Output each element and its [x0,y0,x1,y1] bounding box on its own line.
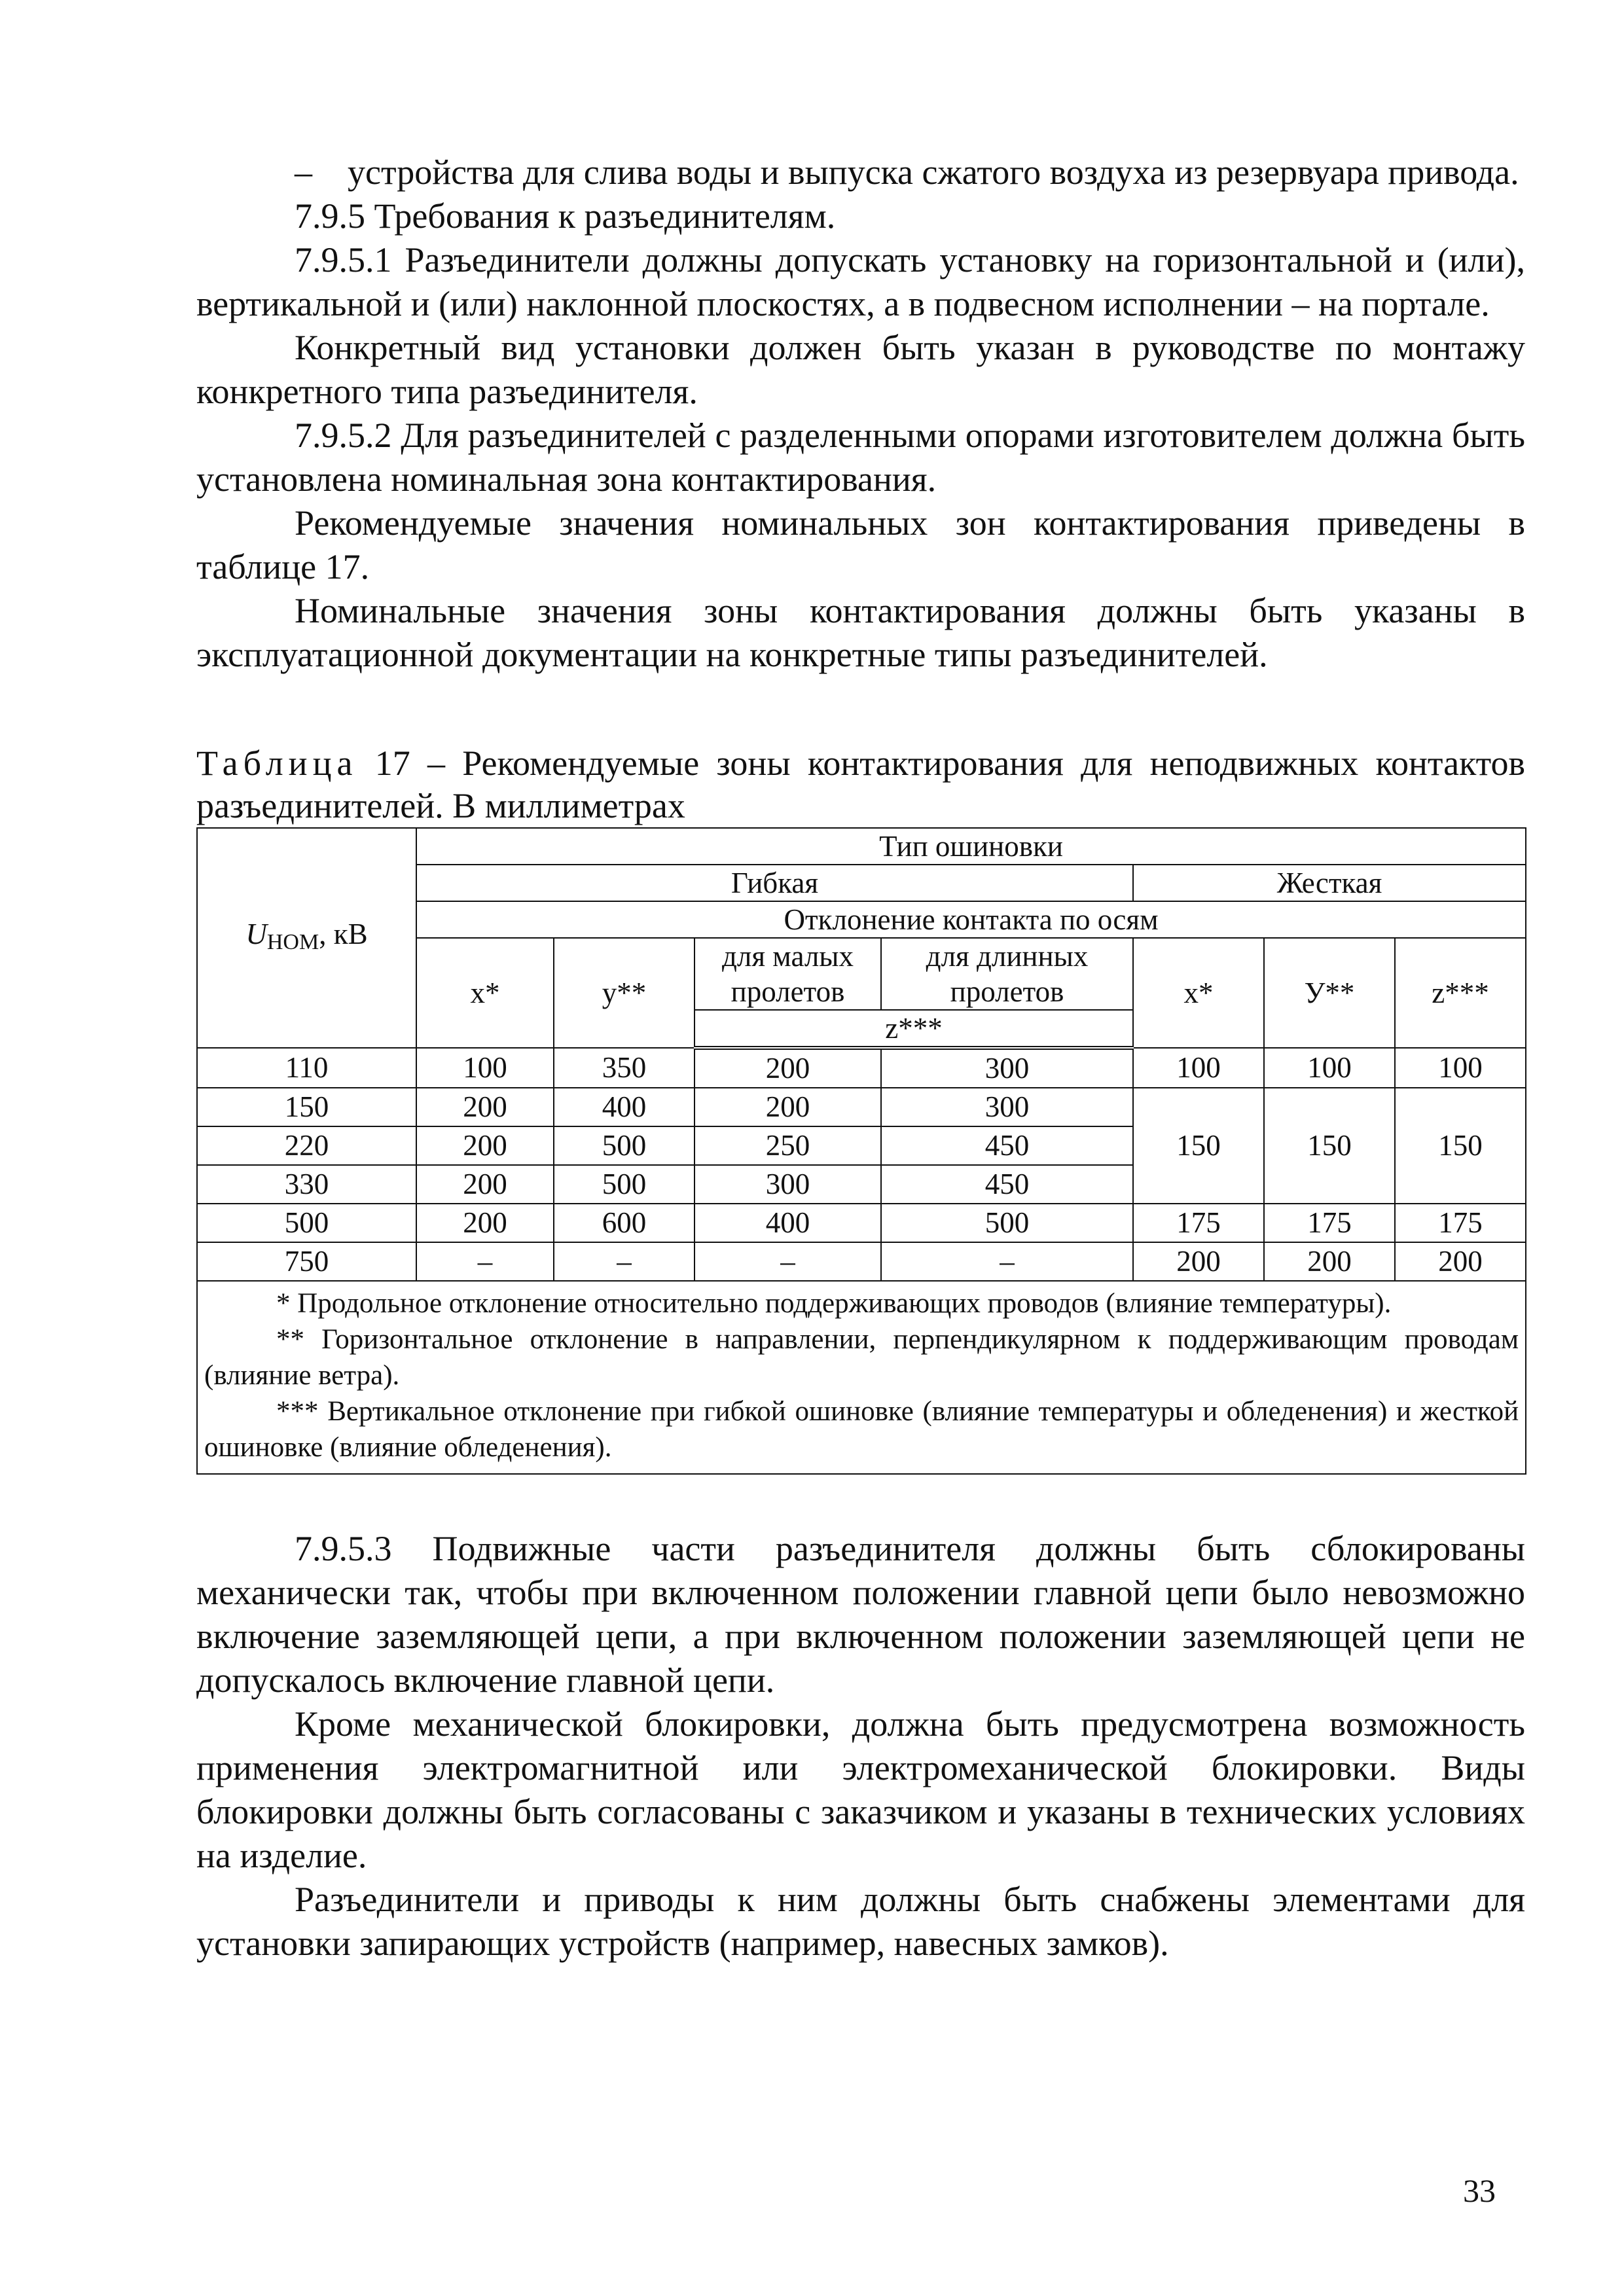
paragraph-nominal-values: Номинальные значения зоны контактирования должны быть указаны в эксплуатационной документации на конкретные типы разъединителей. [196,591,1525,674]
cell-u: 330 [197,1165,416,1204]
table-notes [197,1281,1526,1474]
cell-y: 600 [554,1204,695,1242]
cell-u: 150 [197,1088,416,1126]
cell-rigid-y: 175 [1264,1204,1395,1242]
table-caption-text: 17 – Рекомендуемые зоны контактирования для неподвижных контактов разъединителей. В миллиметрах [196,744,1525,825]
table-caption-label: Таблица [196,744,358,783]
cell-x: 200 [416,1088,554,1126]
cell-x: 200 [416,1165,554,1204]
header-u-nom [197,828,416,1048]
cell-z-long: 450 [881,1165,1133,1204]
header-x-flexible: x* [416,938,554,1048]
cell-rigid-z: 100 [1395,1048,1526,1088]
cell-z-short: 250 [695,1126,881,1165]
cell-z-short: 200 [695,1088,881,1126]
cell-u: 220 [197,1126,416,1165]
cell-x: – [416,1242,554,1281]
cell-x: 200 [416,1126,554,1165]
header-short-spans: для малых пролетов [695,938,881,1010]
header-flexible: Гибкая [416,865,1133,901]
cell-y: 500 [554,1126,695,1165]
paragraph-blocking-types: Кроме механической блокировки, должна быть предусмотрена возможность применения электромагнитной или электромеханической блокировки. Виды блокировки должны быть согласованы с заказчиком и указаны в технических условиях на изделие. [196,1704,1525,1875]
cell-z-long: 300 [881,1048,1133,1088]
u-subscript: НОМ [266,929,319,954]
cell-rigid-y: 100 [1264,1048,1395,1088]
cell-z-long: – [881,1242,1133,1281]
cell-u: 110 [197,1048,416,1088]
cell-rigid-z: 200 [1395,1242,1526,1281]
table-row [197,1204,1526,1242]
cell-x: 100 [416,1048,554,1088]
header-rigid: Жесткая [1133,865,1526,901]
u-symbol: U [245,917,267,950]
cell-u: 500 [197,1204,416,1242]
cell-y: 400 [554,1088,695,1126]
cell-rigid-z: 175 [1395,1204,1526,1242]
cell-z-short: 400 [695,1204,881,1242]
paragraph-recommended-values: Рекомендуемые значения номинальных зон контактирования приведены в таблице 17. [196,503,1525,586]
document-page [196,151,1525,1965]
header-busbar-type: Тип ошиновки [416,828,1526,865]
cell-z-long: 300 [881,1088,1133,1126]
cell-u: 750 [197,1242,416,1281]
cell-rigid-y: 150 [1264,1088,1395,1204]
table-row [197,1088,1526,1126]
u-unit: , кВ [319,917,368,950]
cell-z-long: 500 [881,1204,1133,1242]
header-z-flexible: z*** [695,1010,1133,1048]
cell-rigid-x: 200 [1133,1242,1264,1281]
cell-z-short: 300 [695,1165,881,1204]
cell-z-short: – [695,1242,881,1281]
cell-rigid-x: 175 [1133,1204,1264,1242]
cell-rigid-x: 150 [1133,1088,1264,1204]
table-row [197,1048,1526,1088]
header-x-rigid: x* [1133,938,1264,1048]
table-row [197,1242,1526,1281]
note-vertical: *** Вертикальное отклонение при гибкой ошиновке (влияние температуры и обледенения) и жесткой ошиновке (влияние обледенения). [204,1396,1519,1463]
header-long-spans: для длинных пролетов [881,938,1133,1010]
paragraph-7-9-5-1: 7.9.5.1 Разъединители должны допускать установку на горизонтальной и (или), вертикальной и (или) наклонной плоскостях, а в подвесном исполнении – на портале. [196,240,1525,323]
paragraph-reservoir-drain: – устройства для слива воды и выпуска сжатого воздуха из резервуара привода. [295,152,1519,192]
header-deviation: Отклонение контакта по осям [416,901,1526,938]
cell-y: 500 [554,1165,695,1204]
cell-z-long: 450 [881,1126,1133,1165]
contact-zones-table [196,827,1526,1475]
cell-z-short: 200 [695,1048,881,1088]
header-y-rigid: У** [1264,938,1395,1048]
paragraph-7-9-5-2: 7.9.5.2 Для разъединителей с разделенными опорами изготовителем должна быть установлена номинальная зона контактирования. [196,416,1525,499]
note-horizontal: ** Горизонтальное отклонение в направлении, перпендикулярном к поддерживающим проводам (влияние ветра). [204,1324,1519,1391]
page-number: 33 [1463,2172,1496,2209]
cell-rigid-z: 150 [1395,1088,1526,1204]
cell-rigid-y: 200 [1264,1242,1395,1281]
cell-x: 200 [416,1204,554,1242]
header-z-rigid: z*** [1395,938,1526,1048]
table-notes-row [197,1281,1526,1474]
cell-rigid-x: 100 [1133,1048,1264,1088]
header-y-flexible: y** [554,938,695,1048]
paragraph-section-7-9-5: 7.9.5 Требования к разъединителям. [295,196,836,236]
top-text-block [196,151,1525,677]
bottom-text-block [196,1527,1525,1965]
paragraph-installation-kind: Конкретный вид установки должен быть указан в руководстве по монтажу конкретного типа разъединителя. [196,328,1525,411]
paragraph-7-9-5-3: 7.9.5.3 Подвижные части разъединителя должны быть сблокированы механически так, чтобы при включенном положении главной цепи было невозможно включение заземляющей цепи, а при включенном положении заземляющей цепи не допускалось включение главной цепи. [196,1529,1525,1700]
note-longitudinal: * Продольное отклонение относительно поддерживающих проводов (влияние температуры). [276,1288,1392,1319]
paragraph-locking-devices: Разъединители и приводы к ним должны быть снабжены элементами для установки запирающих устройств (например, навесных замков). [196,1880,1525,1963]
cell-y: 350 [554,1048,695,1088]
cell-y: – [554,1242,695,1281]
table-caption [196,742,1525,827]
